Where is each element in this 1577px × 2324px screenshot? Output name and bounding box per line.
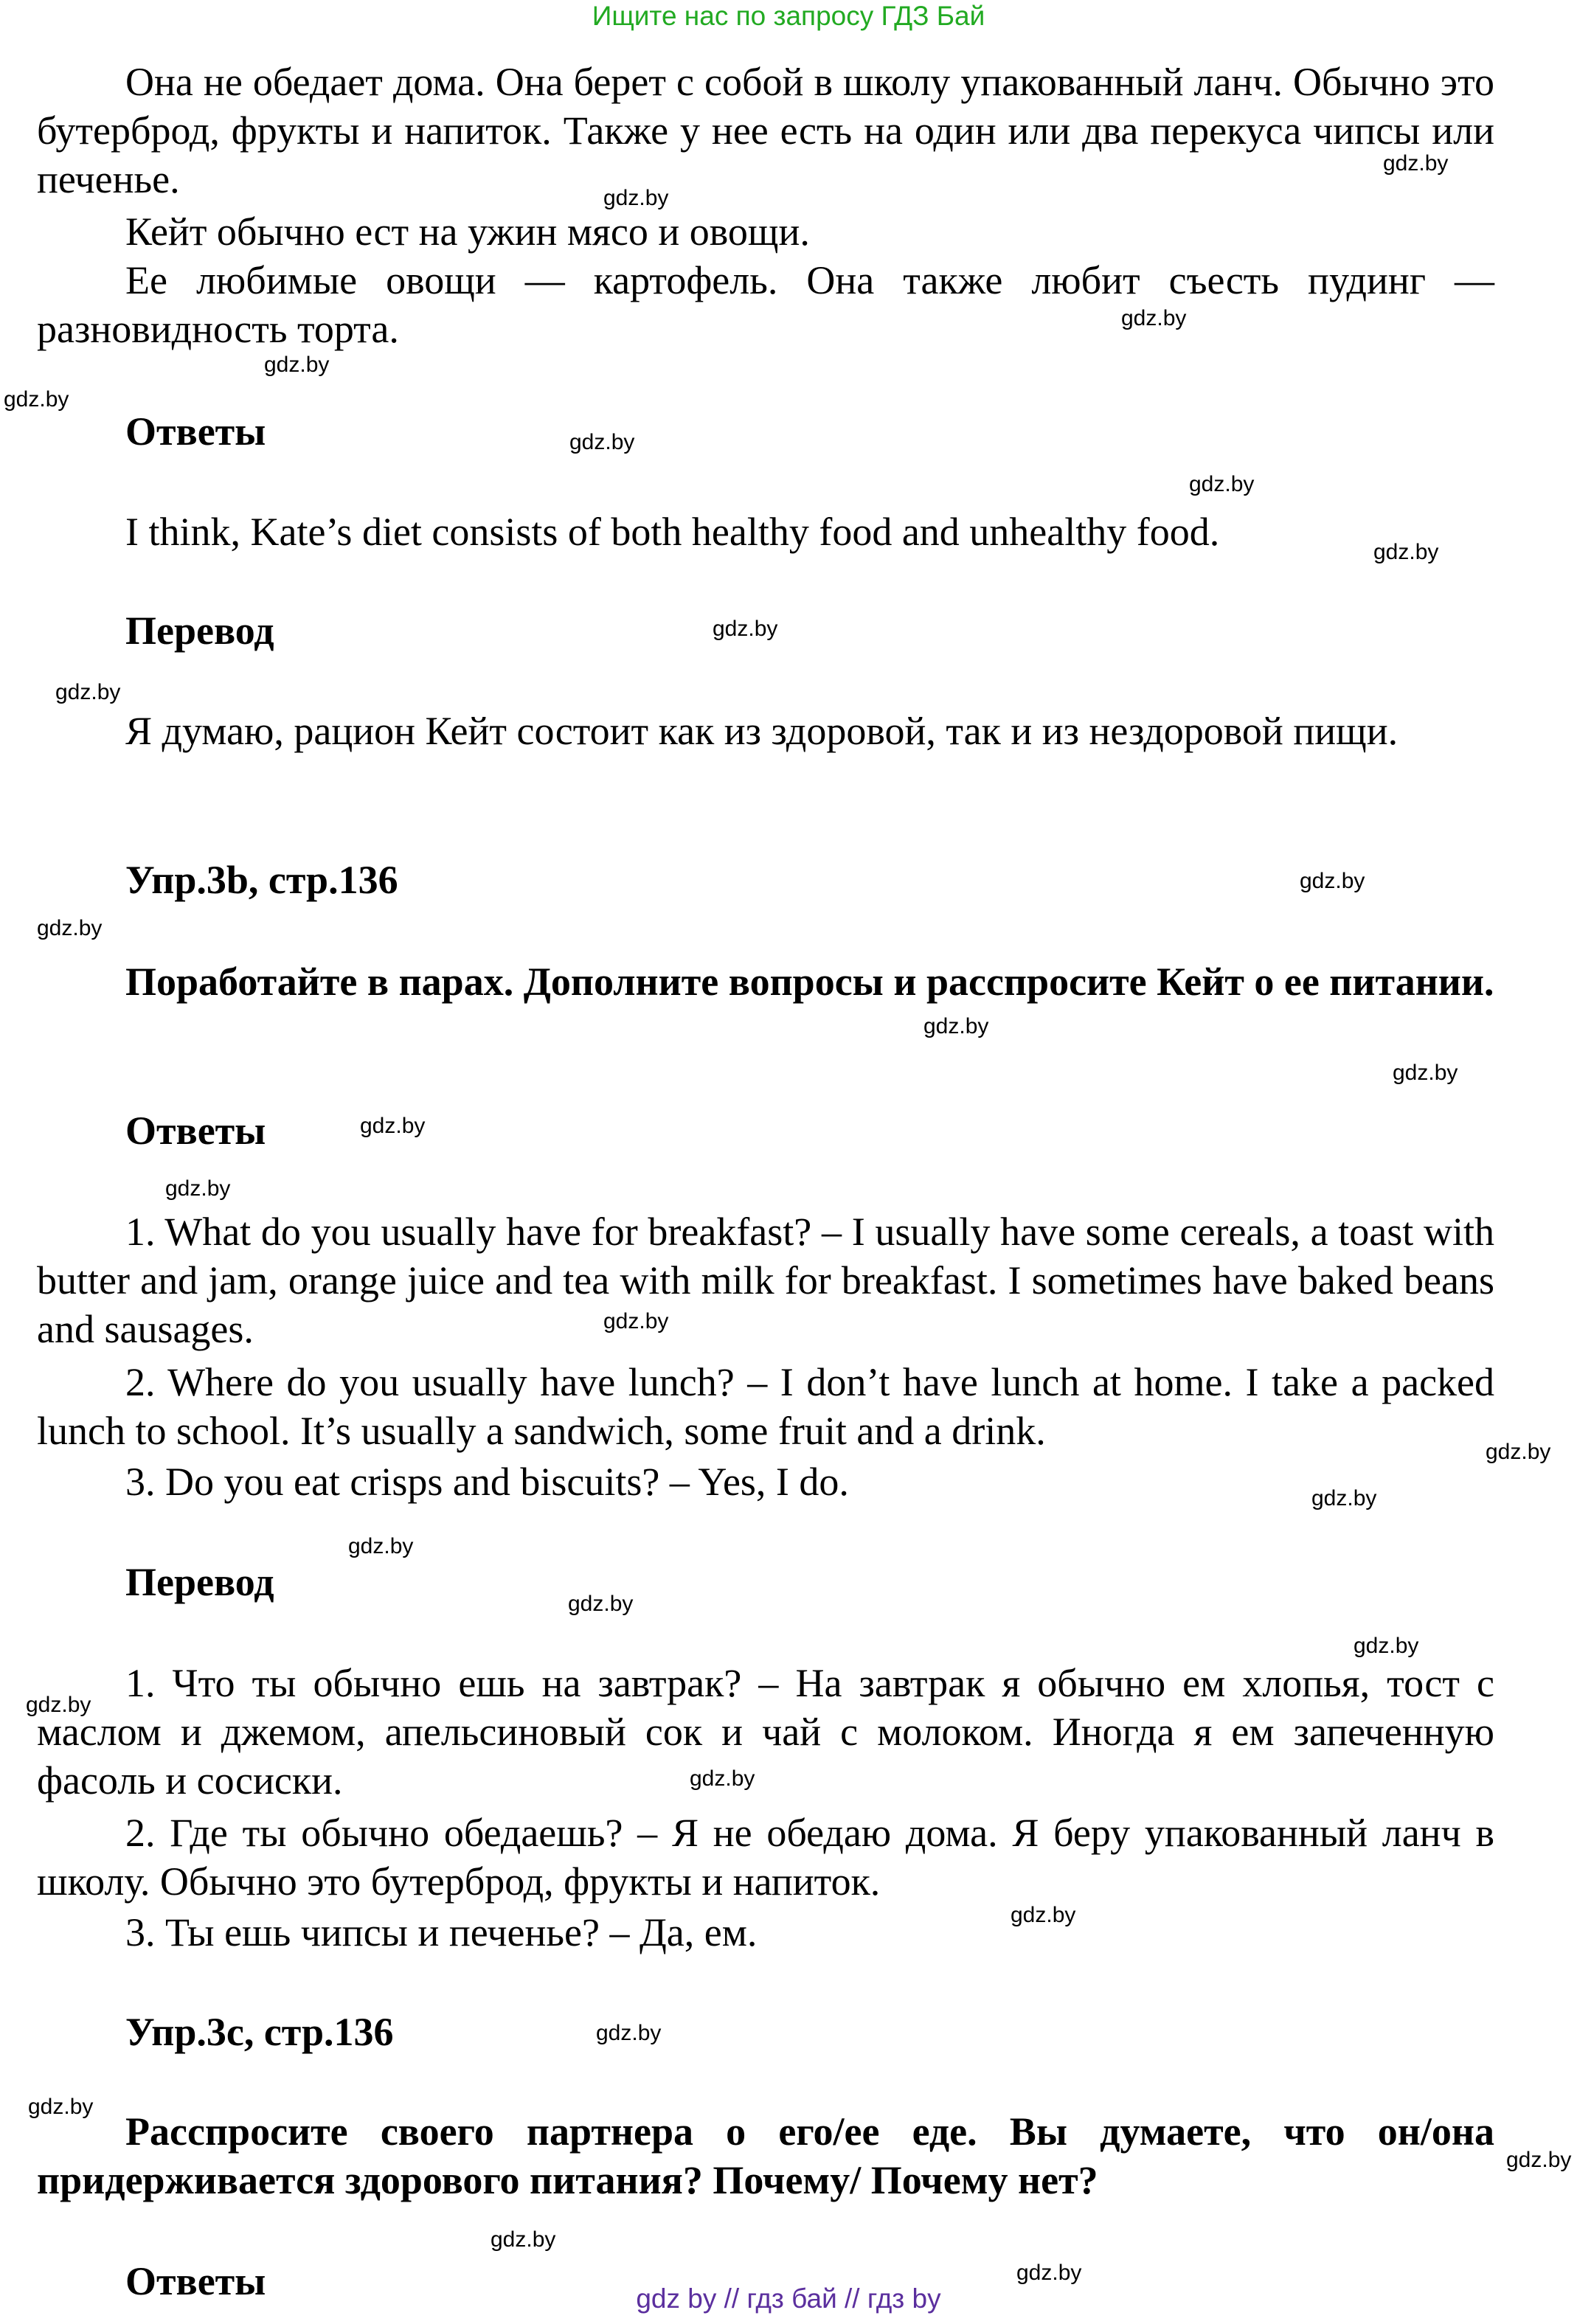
translation-3b-2: 2. Где ты обычно обедаешь? – Я не обедаю дома. Я беру упакованный ланч в школу. Обычно это бутерброд, фрукты и напиток. — [37, 1811, 1494, 1904]
watermark-text: gdz.by — [1016, 2261, 1082, 2285]
answers-heading-3b: Ответы — [125, 1109, 266, 1153]
watermark-text: gdz.by — [1373, 540, 1439, 564]
watermark-text: gdz.by — [26, 1693, 91, 1717]
answer-3b-3: 3. Do you eat crisps and biscuits? – Yes, I do. — [125, 1460, 849, 1504]
watermark-text: gdz.by — [1189, 472, 1255, 496]
answer-kate-diet: I think, Kate’s diet consists of both healthy food and unhealthy food. — [125, 510, 1220, 554]
watermark-text: gdz.by — [923, 1014, 989, 1038]
exercise-3c-task: Расспросите своего партнера о его/ее еде. Вы думаете, что он/она придерживается здорового питания? Почему/ Почему нет? — [37, 2109, 1494, 2202]
answer-3b-1: 1. What do you usually have for breakfast? – I usually have some cereals, a toast with butter and jam, orange juice and tea with milk for breakfast. I sometimes have baked beans and sausages. — [37, 1210, 1494, 1351]
watermark-text: gdz.by — [165, 1176, 231, 1201]
footer-links[interactable]: gdz by // гдз бай // гдз by — [636, 2283, 941, 2314]
watermark-text: gdz.by — [1354, 1634, 1419, 1658]
answer-3b-2: 2. Where do you usually have lunch? – I don’t have lunch at home. I take a packed lunch to school. It’s usually a sandwich, some fruit and a drink. — [37, 1360, 1494, 1453]
exercise-3b-title: Упр.3b, стр.136 — [125, 858, 398, 902]
watermark-text: gdz.by — [690, 1766, 755, 1791]
watermark-text: gdz.by — [603, 186, 669, 210]
watermark-text: gdz.by — [1506, 2148, 1572, 2172]
translation-3b-1: 1. Что ты обычно ешь на завтрак? – На завтрак я обычно ем хлопья, тост с маслом и джемом, апельсиновый сок и чай с молоком. Иногда я ем запеченную фасоль и сосиски. — [37, 1661, 1494, 1803]
top-banner[interactable]: Ищите нас по запросу ГДЗ Бай — [592, 1, 985, 31]
exercise-3c-title: Упр.3c, стр.136 — [125, 2010, 394, 2054]
intro-paragraph-3: Ее любимые овощи — картофель. Она также любит съесть пудинг — разновидность торта. — [37, 258, 1494, 351]
watermark-text: gdz.by — [1011, 1903, 1076, 1927]
watermark-text: gdz.by — [603, 1309, 669, 1333]
watermark-text: gdz.by — [360, 1114, 426, 1138]
watermark-text: gdz.by — [1121, 306, 1187, 330]
translation-heading-3b: Перевод — [125, 1560, 274, 1604]
translation-kate-diet: Я думаю, рацион Кейт состоит как из здоровой, так и из нездоровой пищи. — [125, 709, 1398, 753]
watermark-text: gdz.by — [1486, 1440, 1551, 1464]
watermark-text: gdz.by — [55, 680, 121, 704]
exercise-3b-task: Поработайте в парах. Дополните вопросы и расспросите Кейт о ее питании. — [125, 960, 1494, 1004]
answers-heading-3c: Ответы — [125, 2259, 266, 2303]
watermark-text: gdz.by — [1383, 151, 1449, 176]
watermark-text: gdz.by — [569, 430, 635, 454]
answers-heading-1: Ответы — [125, 409, 266, 454]
watermark-text: gdz.by — [1311, 1486, 1377, 1510]
translation-3b-3: 3. Ты ешь чипсы и печенье? – Да, ем. — [125, 1910, 758, 1954]
translation-heading-1: Перевод — [125, 608, 274, 653]
watermark-text: gdz.by — [348, 1534, 414, 1558]
watermark-text: gdz.by — [37, 916, 103, 940]
watermark-text: gdz.by — [1300, 869, 1365, 893]
watermark-text: gdz.by — [596, 2021, 662, 2045]
watermark-text: gdz.by — [1393, 1061, 1458, 1085]
watermark-text: gdz.by — [491, 2227, 556, 2252]
watermark-text: gdz.by — [713, 617, 778, 641]
watermark-text: gdz.by — [568, 1592, 634, 1616]
watermark-text: gdz.by — [4, 387, 69, 412]
intro-paragraph-1: Она не обедает дома. Она берет с собой в школу упакованный ланч. Обычно это бутерброд, фрукты и напиток. Также у нее есть на один или два перекуса чипсы или печенье. — [37, 60, 1494, 201]
watermark-text: gdz.by — [28, 2095, 94, 2119]
intro-paragraph-2: Кейт обычно ест на ужин мясо и овощи. — [125, 209, 810, 254]
watermark-text: gdz.by — [264, 353, 330, 377]
